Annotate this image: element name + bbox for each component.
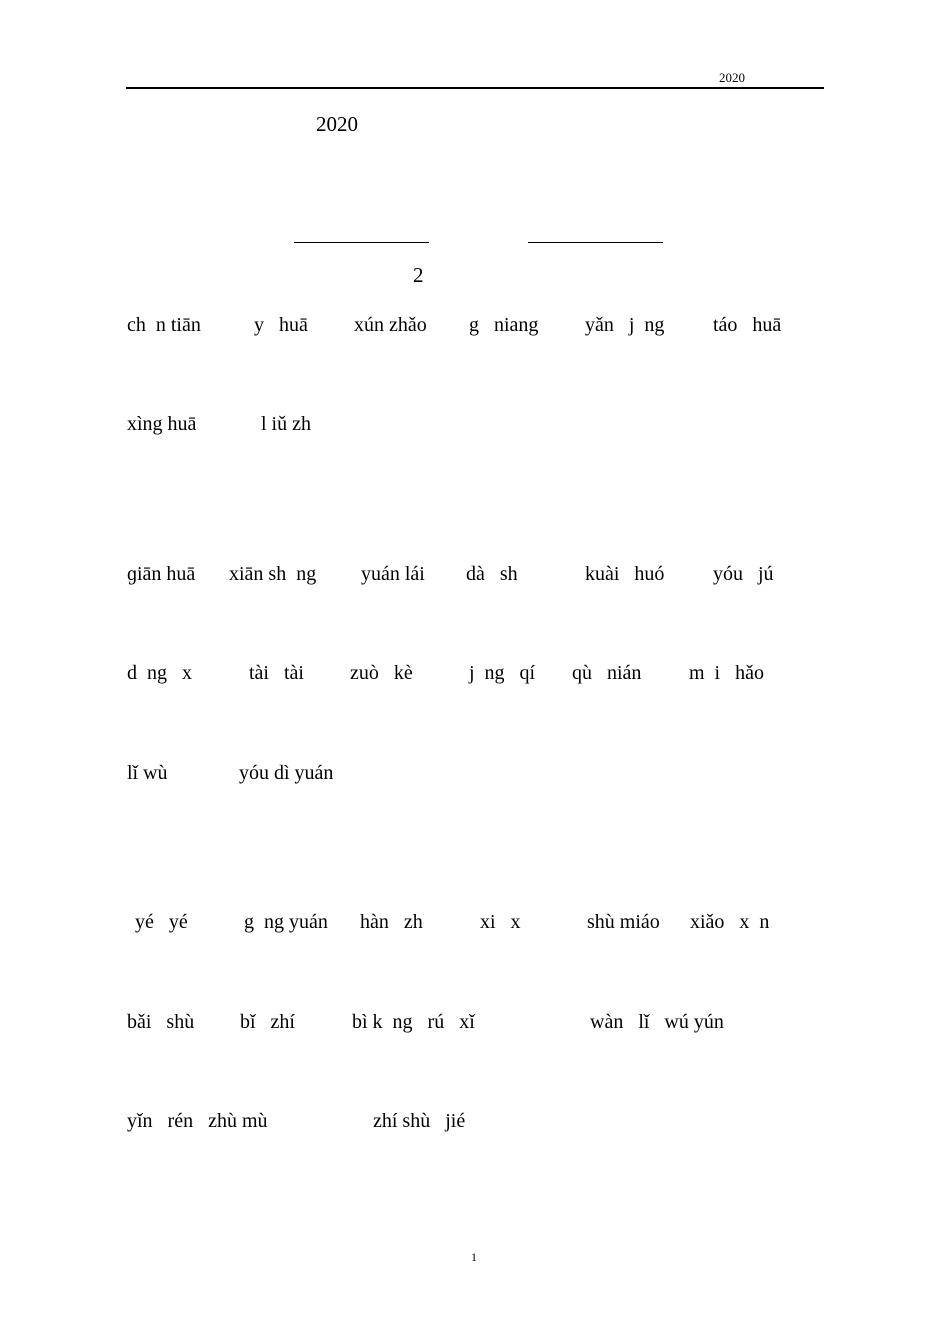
pinyin-word: xiǎo x n bbox=[690, 911, 770, 933]
pinyin-word: bǐ zhí bbox=[240, 1011, 295, 1033]
pinyin-word: xi x bbox=[480, 911, 521, 933]
pinyin-word: xún zhǎo bbox=[354, 314, 427, 336]
name-blank-line bbox=[294, 242, 429, 243]
pinyin-word: bì k ng rú xǐ bbox=[352, 1011, 475, 1033]
pinyin-word: yé yé bbox=[135, 911, 188, 933]
pinyin-word: yǎn j ng bbox=[585, 314, 665, 336]
pinyin-word: ɡiān huā bbox=[127, 563, 196, 585]
pinyin-word: ch n tiān bbox=[127, 314, 201, 336]
pinyin-word: tài tài bbox=[249, 662, 304, 684]
class-blank-line bbox=[528, 242, 663, 243]
pinyin-word: zuò kè bbox=[350, 662, 413, 684]
pinyin-word: zhí shù jié bbox=[373, 1110, 466, 1132]
pinyin-word: wàn lǐ wú yún bbox=[590, 1011, 724, 1033]
pinyin-word: bǎi shù bbox=[127, 1011, 195, 1033]
grade-number: 2 bbox=[413, 263, 424, 287]
pinyin-word: j ng qí bbox=[469, 662, 536, 684]
pinyin-word: d ng x bbox=[127, 662, 192, 684]
page-number: 1 bbox=[471, 1250, 477, 1264]
pinyin-word: yóu dì yuán bbox=[239, 762, 334, 784]
pinyin-word: g niang bbox=[469, 314, 539, 336]
pinyin-word: dà sh bbox=[466, 563, 518, 585]
pinyin-word: yǐn rén zhù mù bbox=[127, 1110, 268, 1132]
pinyin-word: g ng yuán bbox=[244, 911, 328, 933]
pinyin-word: shù miáo bbox=[587, 911, 660, 933]
pinyin-word: qù nián bbox=[572, 662, 642, 684]
pinyin-word: xìng huā bbox=[127, 413, 197, 435]
pinyin-word: l iǔ zh bbox=[261, 413, 311, 435]
pinyin-word: yuán lái bbox=[361, 563, 425, 585]
header-year: 2020 bbox=[719, 70, 745, 85]
pinyin-word: hàn zh bbox=[360, 911, 423, 933]
pinyin-word: yóu jú bbox=[713, 563, 774, 585]
header-rule bbox=[126, 87, 824, 89]
pinyin-word: m i hǎo bbox=[689, 662, 764, 684]
pinyin-word: kuài huó bbox=[585, 563, 665, 585]
title-year: 2020 bbox=[316, 112, 358, 136]
pinyin-word: y huā bbox=[254, 314, 308, 336]
pinyin-word: táo huā bbox=[713, 314, 782, 336]
pinyin-word: xiān sh ng bbox=[229, 563, 317, 585]
pinyin-word: lǐ wù bbox=[127, 762, 168, 784]
